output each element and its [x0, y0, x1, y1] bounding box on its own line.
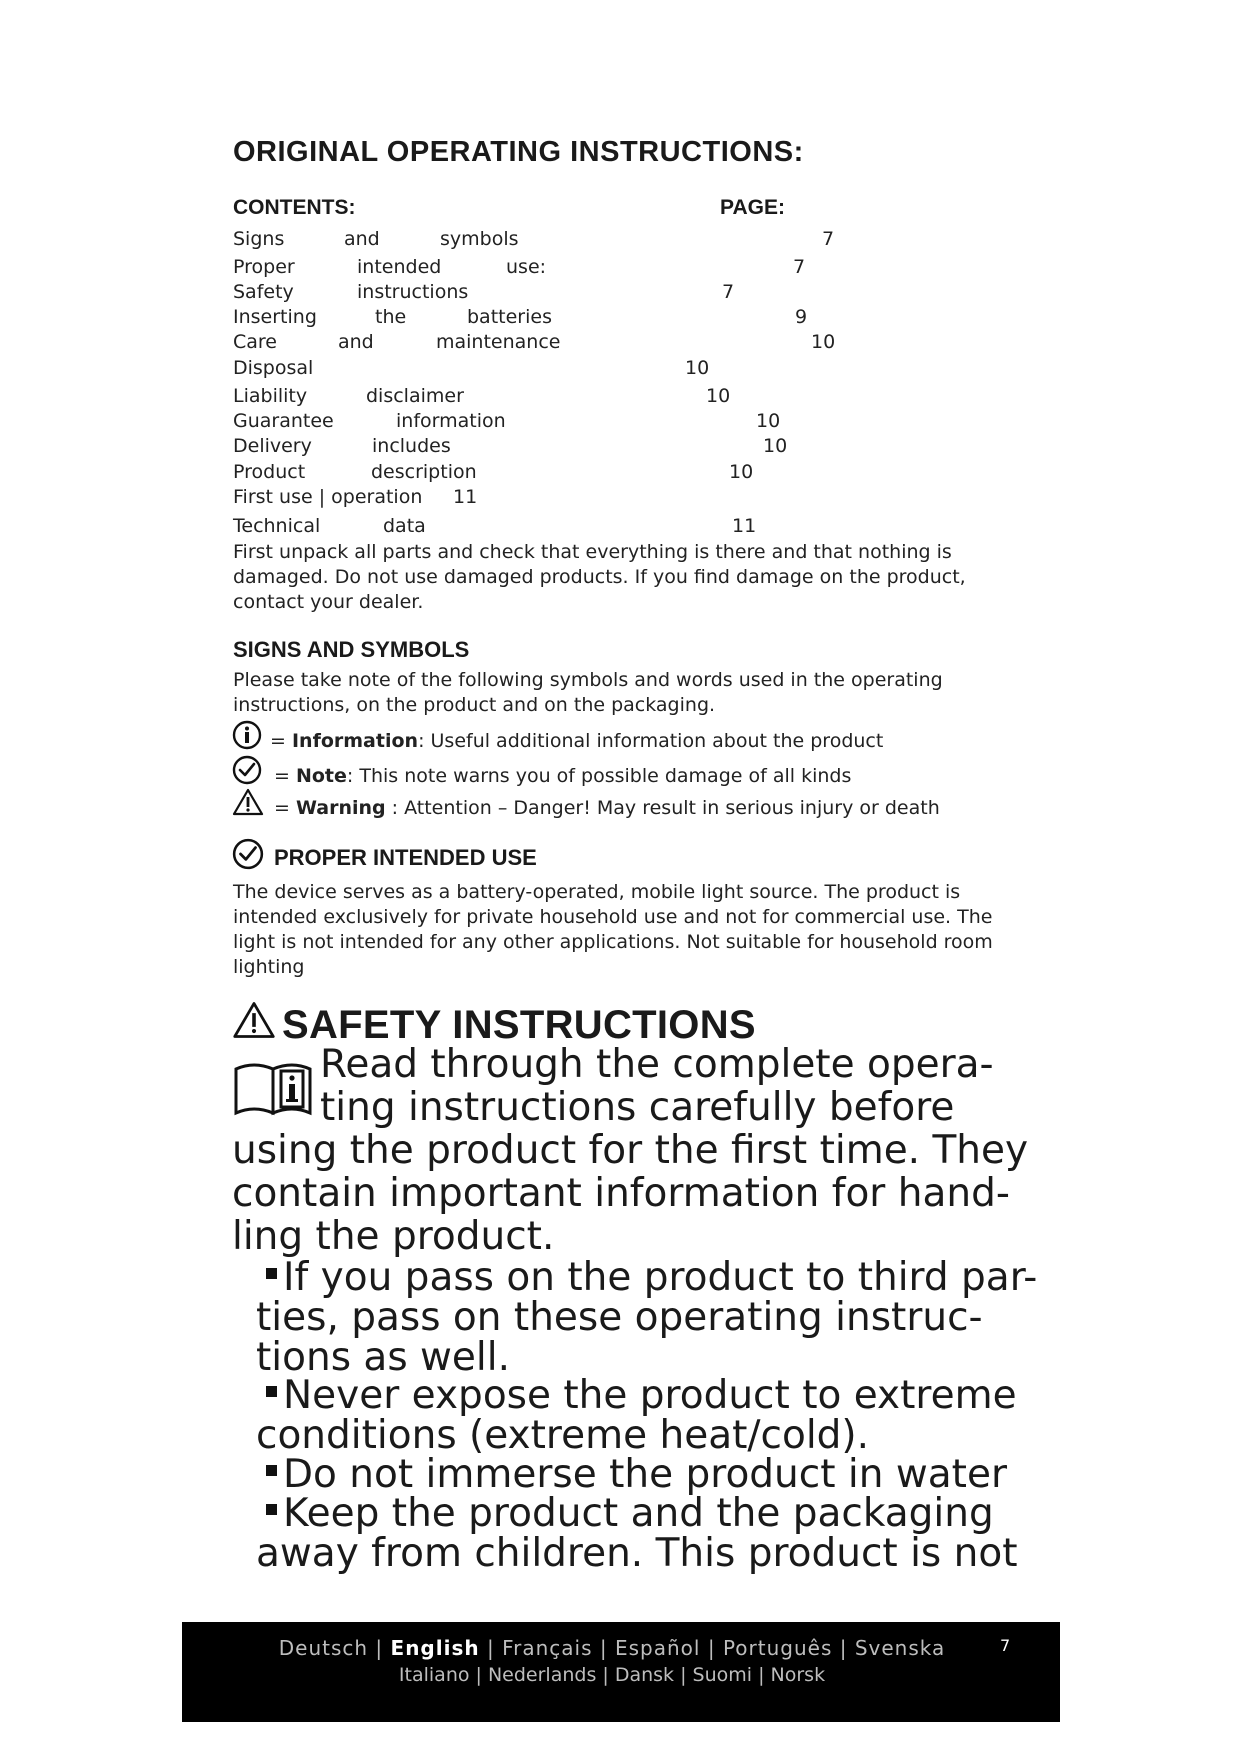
lang-separator: |: [839, 1636, 855, 1660]
lang-svenska[interactable]: Svenska: [854, 1636, 946, 1660]
signs-intro: Please take note of the following symbols and words used in the operating instructions, on the product and on the packaging.: [233, 669, 943, 716]
lang-espanol[interactable]: Español: [614, 1636, 701, 1660]
warning-prefix: =: [274, 797, 296, 819]
toc-word: Proper: [233, 256, 295, 278]
toc-word: Delivery: [233, 435, 312, 457]
toc-word: includes: [372, 435, 451, 457]
toc-page: 11: [732, 515, 757, 537]
note-text: This note warns you of possible damage of all kinds: [359, 765, 852, 787]
bullet-line: Do not immerse the product in water: [283, 1452, 1007, 1497]
bullet-line: away from children. This product is not: [256, 1531, 1018, 1576]
toc-page: 10: [729, 461, 754, 483]
check-icon: [232, 838, 264, 870]
lang-separator: |: [599, 1636, 615, 1660]
safety-bullet: [256, 1373, 1017, 1458]
lang-portugues[interactable]: Português: [722, 1636, 833, 1660]
lang-separator: |: [707, 1636, 723, 1660]
document-title: ORIGINAL OPERATING INSTRUCTIONS:: [233, 136, 804, 168]
toc-word: batteries: [467, 306, 552, 328]
toc-word: maintenance: [436, 331, 561, 353]
toc-page: 10: [685, 357, 710, 379]
open-manual-icon: [232, 1057, 314, 1119]
toc-word: information: [396, 410, 506, 432]
toc-word: and: [338, 331, 374, 353]
bullet-line: ties, pass on these operating instruc-: [256, 1295, 983, 1340]
bullet-line: tions as well.: [256, 1335, 510, 1380]
lang-francais[interactable]: Français: [502, 1636, 593, 1660]
information-prefix: =: [270, 730, 292, 752]
toc-word: intended: [357, 256, 442, 278]
warning-triangle-icon: [232, 1000, 276, 1040]
bullet-square: [266, 1386, 277, 1397]
toc-word: instructions: [357, 281, 469, 303]
information-sep: :: [418, 730, 431, 752]
page-number: 7: [1000, 1636, 1011, 1655]
safety-heading: SAFETY INSTRUCTIONS: [282, 1003, 756, 1047]
toc-word: Care: [233, 331, 277, 353]
note-term: Note: [295, 765, 347, 787]
toc-page: 11: [453, 486, 478, 508]
information-text: Useful additional information about the product: [430, 730, 884, 752]
toc-word: disclaimer: [366, 385, 464, 407]
warning-row: [274, 795, 940, 821]
toc-word: Signs: [233, 228, 285, 250]
proper-use-heading: PROPER INTENDED USE: [274, 845, 537, 870]
language-links: [182, 1636, 1042, 1660]
note-sep: :: [346, 765, 360, 787]
check-note-icon: [232, 755, 262, 785]
toc-word: data: [383, 515, 426, 537]
toc-word: the: [375, 306, 407, 328]
information-row: [270, 728, 883, 754]
contents-header: CONTENTS:: [233, 196, 356, 219]
lang-separator: |: [486, 1636, 503, 1660]
toc-word: description: [371, 461, 477, 483]
toc-page: 10: [756, 410, 781, 432]
toc-word: Inserting: [233, 306, 317, 328]
safety-intro-line: using the product for the first time. They: [232, 1128, 1029, 1173]
toc-word: First use | operation: [233, 486, 423, 508]
warning-term: Warning: [295, 797, 386, 819]
language-links-secondary[interactable]: Italiano | Nederlands | Dansk | Suomi | Norsk: [398, 1664, 826, 1686]
toc-page: 7: [822, 228, 835, 250]
warning-text: Attention – Danger! May result in serious injury or death: [404, 797, 940, 819]
unpack-notice: First unpack all parts and check that everything is there and that nothing is damaged. Do not use damaged products. If you find damage on the product, contact your dealer.: [233, 541, 966, 613]
toc-page: 10: [763, 435, 788, 457]
note-row: [274, 763, 851, 789]
warning-sep: :: [385, 797, 405, 819]
safety-bullet: [256, 1452, 1007, 1497]
note-prefix: =: [274, 765, 296, 787]
bullet-square: [266, 1465, 277, 1476]
page-header: PAGE:: [720, 196, 785, 219]
toc-page: 9: [795, 306, 808, 328]
proper-use-text: The device serves as a battery-operated, mobile light source. The product is intended exclusively for private household use and not for commercial use. The light is not intended for any other applications. Not suitable for household room lighting: [233, 881, 993, 978]
toc-word: use:: [506, 256, 547, 278]
bullet-line: Never expose the product to extreme: [283, 1373, 1017, 1418]
safety-intro-line: ling the product.: [232, 1214, 555, 1259]
bullet-square: [266, 1268, 277, 1279]
bullet-square: [266, 1504, 277, 1515]
toc-word: symbols: [440, 228, 519, 250]
information-icon: [232, 720, 262, 750]
toc-page: 10: [706, 385, 731, 407]
bullet-line: conditions (extreme heat/cold).: [256, 1413, 870, 1458]
lang-english[interactable]: English: [390, 1636, 480, 1660]
safety-bullet: [256, 1491, 1018, 1576]
toc-word: Disposal: [233, 357, 314, 379]
signs-heading: SIGNS AND SYMBOLS: [233, 637, 470, 662]
information-term: Information: [291, 730, 419, 752]
warning-icon: [232, 788, 264, 816]
toc-word: Guarantee: [233, 410, 334, 432]
toc-page: 10: [811, 331, 836, 353]
toc-word: Safety: [233, 281, 294, 303]
bullet-line: Keep the product and the packaging: [283, 1491, 994, 1536]
toc-word: Technical: [233, 515, 321, 537]
toc-word: Product: [233, 461, 306, 483]
safety-intro-line: Read through the complete opera-: [320, 1042, 994, 1087]
bullet-line: If you pass on the product to third par-: [283, 1255, 1038, 1300]
lang-separator: |: [375, 1636, 391, 1660]
toc-word: Liability: [233, 385, 308, 407]
language-footer: [182, 1622, 1060, 1722]
toc-word: and: [344, 228, 380, 250]
toc-page: 7: [722, 281, 735, 303]
safety-intro-line: ting instructions carefully before: [320, 1085, 955, 1130]
toc-page: 7: [793, 256, 806, 278]
safety-intro-line: contain important information for hand-: [232, 1171, 1010, 1216]
lang-deutsch[interactable]: Deutsch: [278, 1636, 369, 1660]
safety-bullet: [256, 1255, 1038, 1380]
